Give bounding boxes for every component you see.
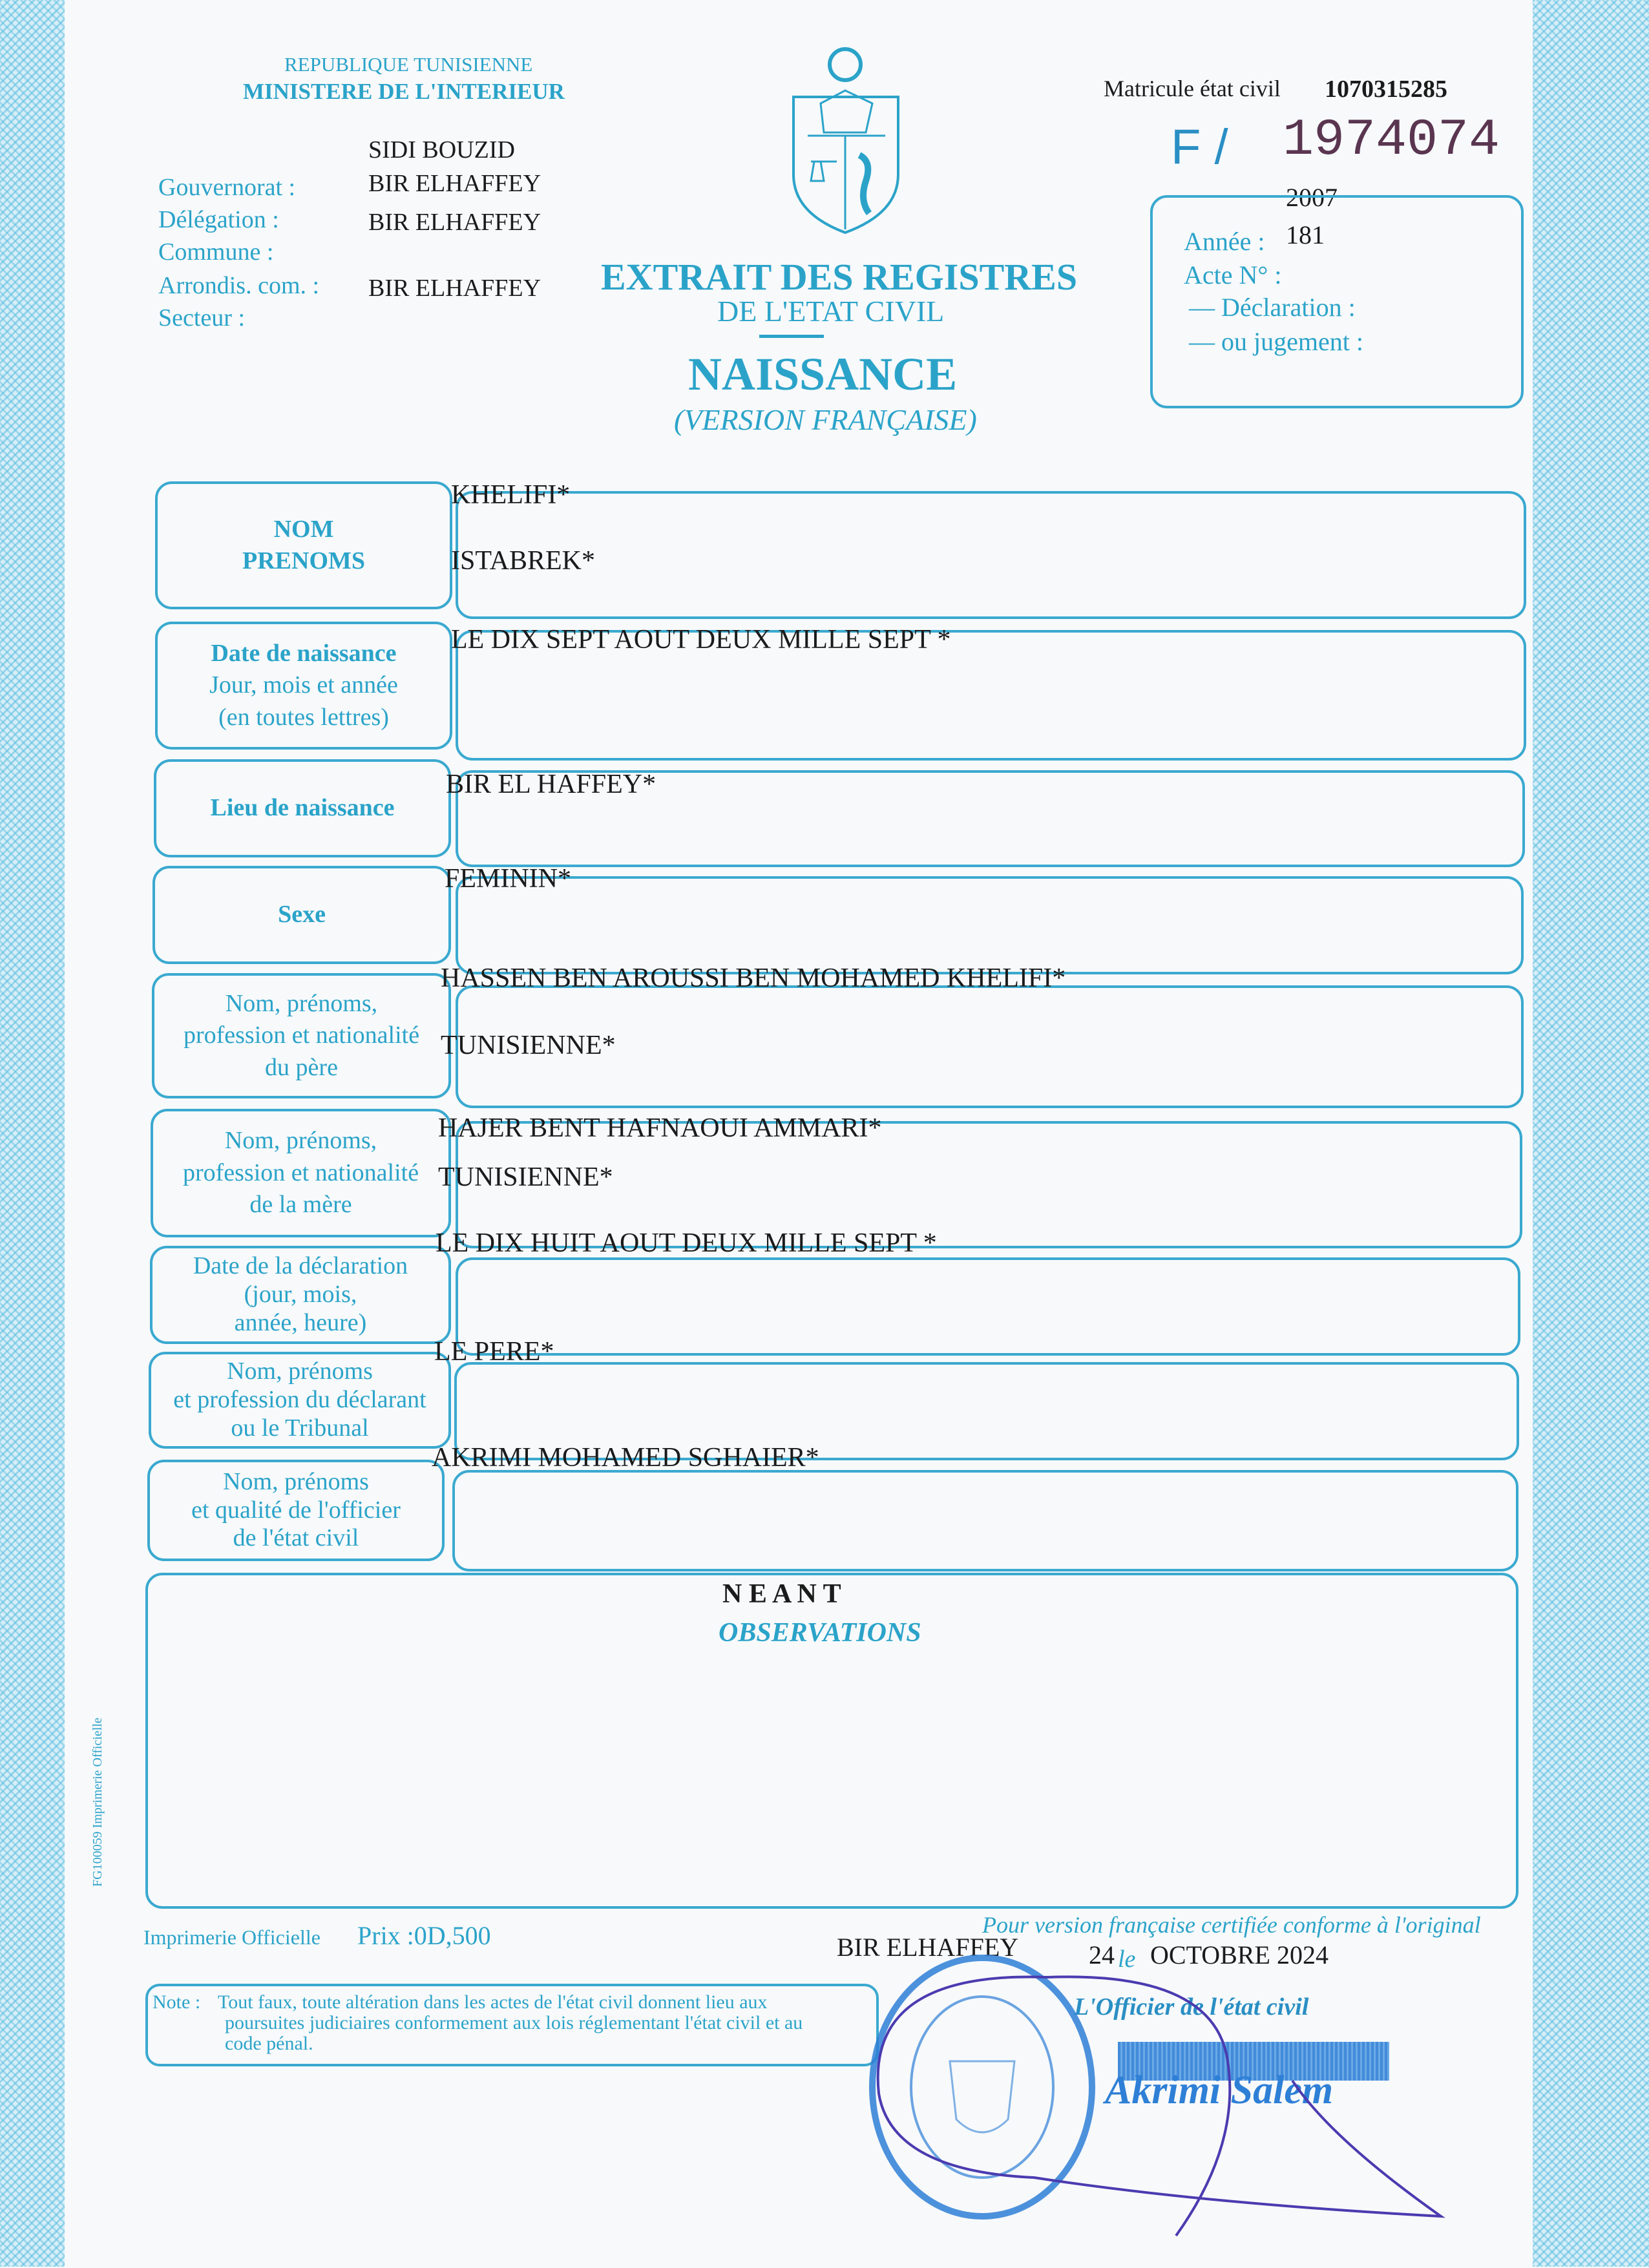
declaration-label-2: (jour, mois, — [244, 1281, 357, 1308]
officier-value: AKRIMI MOHAMED SGHAIER* — [432, 1443, 819, 1473]
annee-value: 2007 — [1286, 183, 1338, 212]
le-label: le — [1118, 1946, 1136, 1973]
declarant-label-2: et profession du déclarant — [173, 1386, 426, 1414]
lieu-label: Lieu de naissance — [210, 794, 395, 822]
title-extrait: EXTRAIT DES REGISTRES — [601, 256, 1078, 298]
acte-value: 181 — [1286, 220, 1325, 249]
price-label: Prix :0D,500 — [357, 1921, 491, 1950]
matricule-label: Matricule état civil — [1104, 76, 1281, 101]
declarant-label-3: ou le Tribunal — [231, 1414, 369, 1442]
date-naissance-label: Date de naissance — [211, 639, 397, 667]
title-naissance: NAISSANCE — [688, 348, 958, 400]
mere-label-2: profession et nationalité — [182, 1159, 419, 1186]
mere-label-3: de la mère — [249, 1191, 352, 1219]
nom-value-box — [456, 491, 1526, 619]
pere-nom-value: HASSEN BEN AROUSSI BEN MOHAMED KHELIFI* — [441, 963, 1066, 993]
title-version: (VERSION FRANÇAISE) — [674, 403, 977, 436]
nom-label: NOM — [273, 515, 334, 543]
sexe-label: Sexe — [278, 901, 326, 929]
pere-label-1: Nom, prénoms, — [225, 989, 378, 1017]
pere-label-3: du père — [265, 1053, 338, 1081]
declaration-label-1: Date de la déclaration — [193, 1252, 408, 1280]
gouvernorat-label: Gouvernorat : — [158, 174, 296, 201]
serial-prefix: F / — [1171, 120, 1228, 174]
declarant-value: LE PERE* — [434, 1337, 554, 1367]
declaration-label-3: année, heure) — [234, 1308, 367, 1336]
note-line-1: Tout faux, toute altération dans les actes de l'état civil donnent lieu aux — [218, 1991, 768, 2013]
declarant-label-1: Nom, prénoms — [227, 1358, 373, 1385]
officier-value-box — [452, 1470, 1518, 1571]
certified-text: Pour version française certifiée conforme à l'original — [982, 1912, 1481, 1938]
coat-of-arms-emblem — [782, 45, 911, 239]
observations-value: N E A N T — [722, 1579, 841, 1609]
pere-label-2: profession et nationalité — [183, 1022, 420, 1049]
mere-nom-value: HAJER BENT HAFNAOUI AMMARI* — [438, 1113, 882, 1143]
officer-title: L'Officier de l'état civil — [1074, 1993, 1309, 2021]
declaration-value-box — [456, 1257, 1520, 1356]
prenoms-label: PRENOMS — [242, 547, 365, 574]
prenoms-value: ISTABREK* — [451, 546, 595, 576]
pere-nationalite-value: TUNISIENNE* — [441, 1031, 616, 1060]
declaration-label: — Déclaration : — [1189, 293, 1356, 322]
officier-label-2: et qualité de l'officier — [191, 1496, 401, 1524]
delegation-label: Délégation : — [158, 206, 279, 233]
jugement-label: — ou jugement : — [1189, 327, 1363, 356]
gouvernorat-value: SIDI BOUZID — [368, 136, 515, 163]
title-divider — [759, 335, 824, 338]
pere-value-box — [456, 985, 1524, 1108]
matricule-value: 1070315285 — [1325, 76, 1447, 103]
officer-name: Akrimi Salem — [1105, 2068, 1334, 2112]
observations-label: OBSERVATIONS — [719, 1618, 921, 1648]
mere-nationalite-value: TUNISIENNE* — [438, 1162, 613, 1192]
delegation-value: BIR ELHAFFEY — [368, 170, 541, 197]
decorative-border-right — [1533, 0, 1649, 2267]
lieu-value: BIR EL HAFFEY* — [446, 770, 656, 799]
date-value: OCTOBRE 2024 — [1150, 1940, 1329, 1969]
republic-label: REPUBLIQUE TUNISIENNE — [284, 53, 533, 76]
official-stamp-and-signature — [840, 1932, 1454, 2268]
acte-label: Acte N° : — [1184, 260, 1282, 289]
title-etat-civil: DE L'ETAT CIVIL — [717, 295, 945, 328]
ministry-label: MINISTERE DE L'INTERIEUR — [243, 79, 565, 104]
sexe-value: FEMININ* — [445, 864, 571, 894]
date-naissance-sub2: (en toutes lettres) — [218, 703, 389, 731]
note-label: Note : — [152, 1991, 201, 2013]
commune-label: Commune : — [158, 238, 274, 266]
serial-number: 1974074 — [1283, 111, 1500, 170]
arrondissement-value: BIR ELHAFFEY — [368, 275, 541, 302]
commune-value: BIR ELHAFFEY — [368, 209, 541, 236]
day-value: 24 — [1089, 1940, 1115, 1969]
declaration-date-value: LE DIX HUIT AOUT DEUX MILLE SEPT * — [436, 1228, 937, 1258]
nom-value: KHELIFI* — [451, 480, 571, 510]
printer-label: Imprimerie Officielle — [143, 1926, 320, 1949]
officier-label-1: Nom, prénoms — [223, 1467, 369, 1495]
decorative-border-left — [0, 0, 65, 2267]
date-naissance-value: LE DIX SEPT AOUT DEUX MILLE SEPT * — [451, 625, 951, 655]
arrondissement-label: Arrondis. com. : — [158, 272, 320, 299]
secteur-label: Secteur : — [158, 304, 246, 331]
note-line-2: poursuites judiciaires conformement aux lois réglementant l'état civil et au — [225, 2012, 803, 2033]
mere-label-1: Nom, prénoms, — [224, 1127, 377, 1155]
annee-label: Année : — [1184, 227, 1265, 256]
date-naissance-sub1: Jour, mois et année — [209, 671, 398, 699]
officier-label-3: de l'état civil — [233, 1524, 359, 1552]
note-line-3: code pénal. — [225, 2033, 313, 2054]
place-value: BIR ELHAFFEY — [837, 1933, 1019, 1962]
side-printer-code: FG100059 Imprimerie Officielle — [90, 1717, 105, 1887]
sexe-value-box — [456, 876, 1524, 974]
